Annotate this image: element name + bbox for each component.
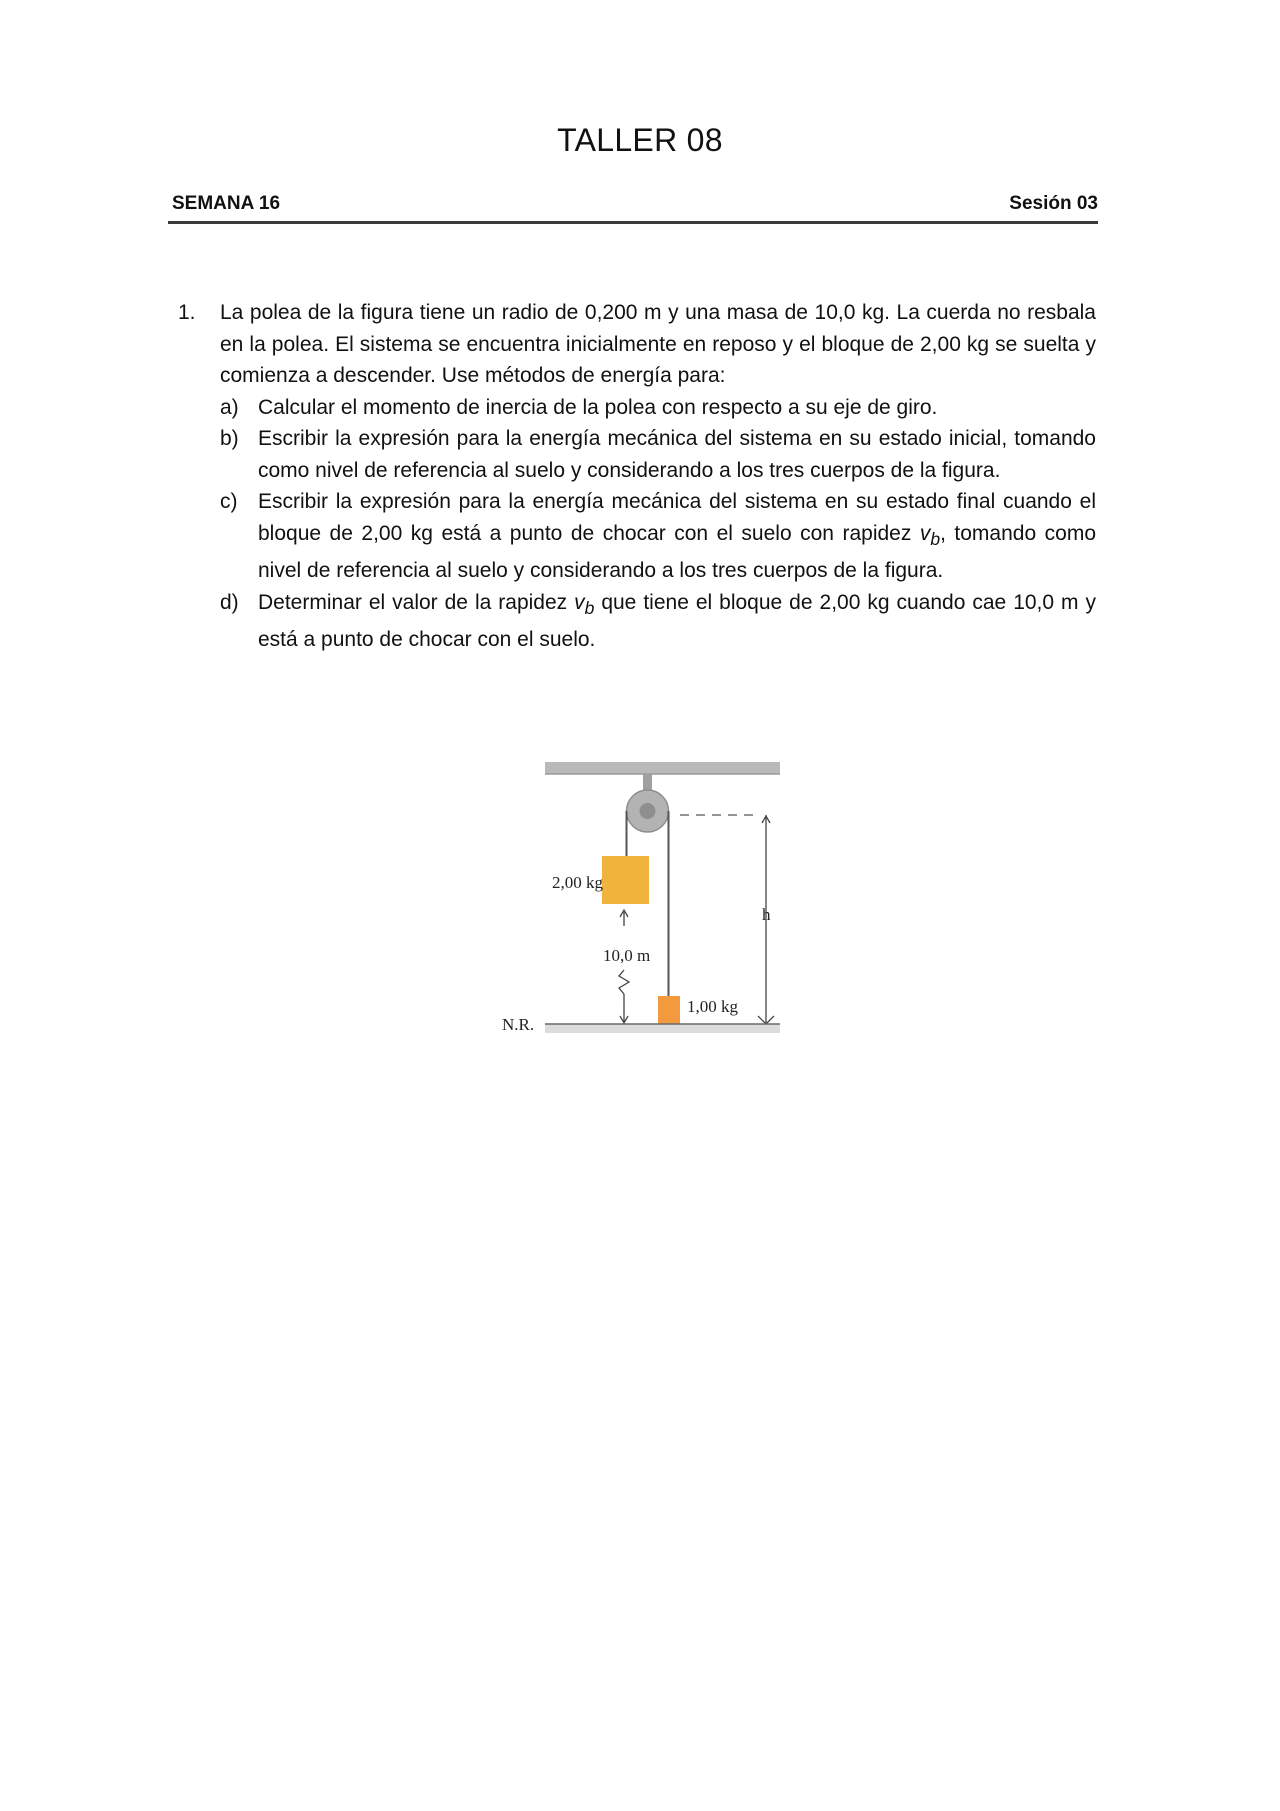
block-heavy xyxy=(602,856,649,904)
block-light xyxy=(658,996,680,1024)
item-letter: b) xyxy=(220,427,239,450)
item-letter: d) xyxy=(220,590,239,614)
pulley-hub xyxy=(640,803,656,819)
header-row xyxy=(170,193,1098,221)
item-text: Calcular el momento de inercia de la polea con respecto a su eje de giro. xyxy=(258,395,938,419)
item-b xyxy=(220,423,1096,486)
speed-symbol: v xyxy=(919,521,931,545)
session-label: Sesión 03 xyxy=(1009,193,1098,214)
item-text: Escribir la expresión para la energía mecánica del sistema en su estado inicial, tomando como nivel de referencia al suelo y considerando a los tres cuerpos de la figura. xyxy=(258,427,1096,482)
item-letter: c) xyxy=(220,490,238,513)
block-heavy-label: 2,00 kg xyxy=(552,873,603,892)
reference-level-label: N.R. xyxy=(502,1015,535,1034)
item-text xyxy=(258,587,1096,656)
height-label: h xyxy=(762,905,771,924)
distance-break xyxy=(619,970,629,994)
item-text-after: que tiene el bloque de 2,00 kg cuando cae 10,0 m y está a punto de chocar con el suelo. xyxy=(258,590,1096,652)
distance-label: 10,0 m xyxy=(603,946,651,965)
problem-statement: La polea de la figura tiene un radio de 0,200 m y una masa de 10,0 kg. La cuerda no resbala en la polea. El sistema se encuentra inicialmente en reposo y el bloque de 2,00 kg se suelta y comienza a descender. Use métodos de energía para: xyxy=(220,301,1096,387)
item-text-before: Escribir la expresión para la energía mecánica del sistema en su estado final cuando el bloque de 2,00 kg está a punto de chocar con el suelo con rapidez xyxy=(258,490,1096,545)
speed-subscript: b xyxy=(584,597,595,618)
pulley-diagram xyxy=(490,760,790,1040)
speed-subscript: b xyxy=(930,528,941,549)
speed-symbol: v xyxy=(574,590,585,614)
problem-items xyxy=(220,392,1096,656)
block-light-label: 1,00 kg xyxy=(687,997,738,1016)
item-text-after: , tomando como nivel de referencia al suelo y considerando a los tres cuerpos de la figura. xyxy=(258,521,1096,583)
item-letter: a) xyxy=(220,395,239,419)
item-text-before: Determinar el valor de la rapidez xyxy=(258,590,575,614)
week-label: SEMANA 16 xyxy=(172,193,281,214)
pulley-figure xyxy=(490,760,790,1040)
item-c xyxy=(220,486,1096,587)
item-text xyxy=(258,486,1096,587)
document-title: TALLER 08 xyxy=(557,122,723,158)
item-d xyxy=(220,587,1096,656)
header-divider xyxy=(168,221,1098,224)
ground xyxy=(545,1024,780,1033)
problem-number: 1. xyxy=(178,301,196,324)
ceiling xyxy=(545,762,780,774)
item-a xyxy=(220,392,1096,424)
